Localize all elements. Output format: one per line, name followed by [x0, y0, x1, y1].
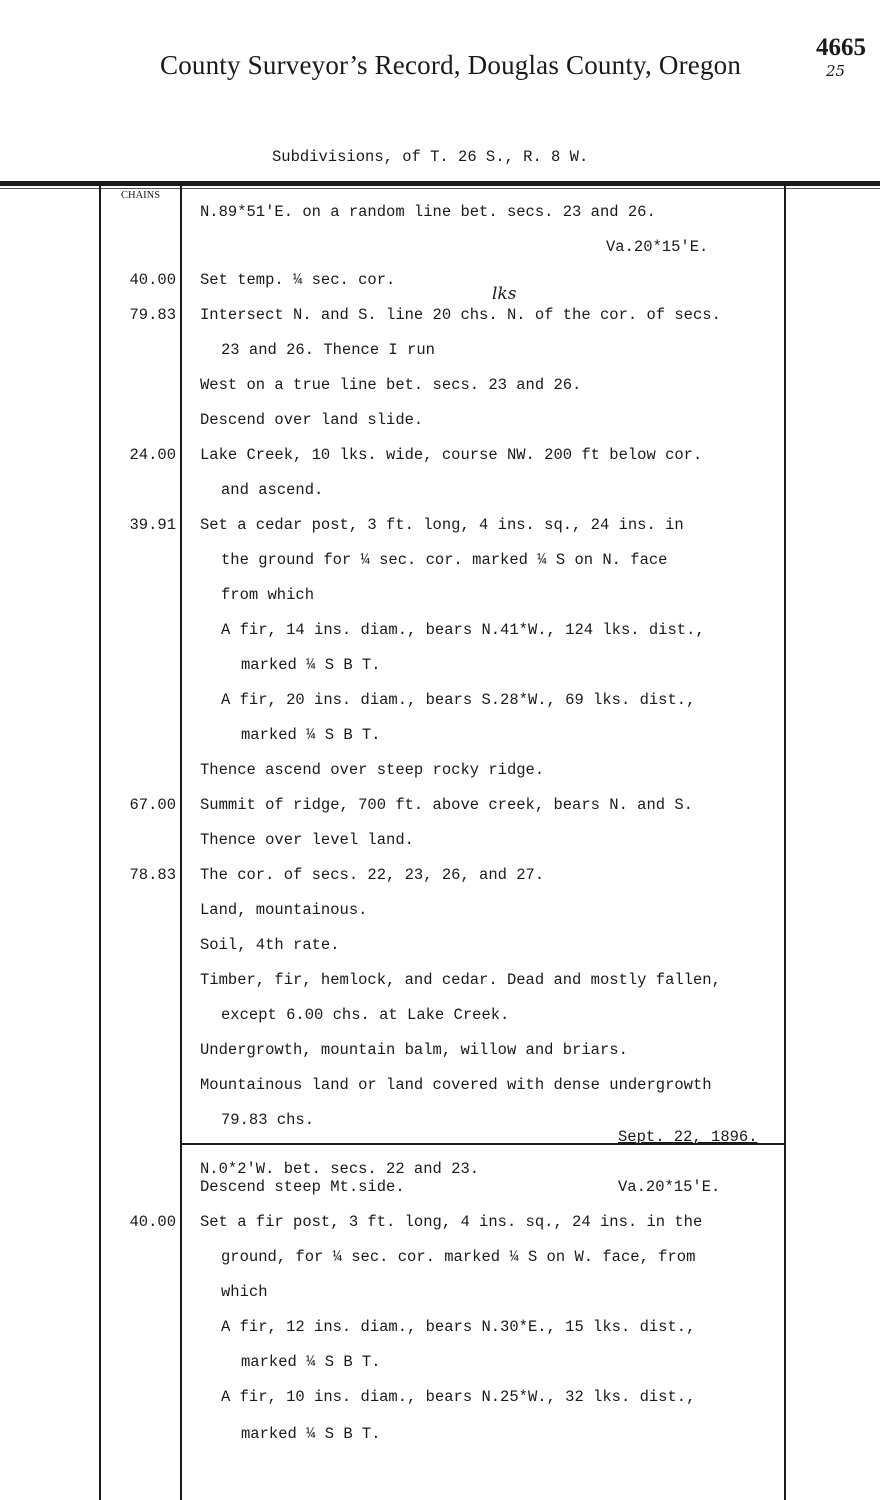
magnetic-variation: Va.20*15'E.: [618, 1178, 721, 1196]
record-line: marked ¼ S B T.: [241, 726, 381, 744]
chain-value: 39.91: [129, 516, 176, 534]
record-line: Soil, 4th rate.: [200, 936, 340, 954]
right-margin-line: [784, 186, 786, 1500]
township-subtitle: Subdivisions, of T. 26 S., R. 8 W.: [272, 148, 589, 166]
page-number: 4665: [816, 34, 866, 61]
record-line: and ascend.: [221, 481, 324, 499]
record-line: 23 and 26. Thence I run: [221, 341, 435, 359]
record-line: Set a cedar post, 3 ft. long, 4 ins. sq., 24 ins. in: [200, 516, 684, 534]
record-line: Undergrowth, mountain balm, willow and briars.: [200, 1041, 628, 1059]
magnetic-variation: Va.20*15'E.: [606, 238, 709, 256]
record-line: marked ¼ S B T.: [241, 656, 381, 674]
record-line: Thence over level land.: [200, 831, 414, 849]
record-line: A fir, 14 ins. diam., bears N.41*W., 124 lks. dist.,: [221, 621, 705, 639]
record-line: marked ¼ S B T.: [241, 1353, 381, 1371]
record-line: Set a fir post, 3 ft. long, 4 ins. sq., 24 ins. in the: [200, 1213, 703, 1231]
record-line: Summit of ridge, 700 ft. above creek, bears N. and S.: [200, 796, 693, 814]
chain-value: 40.00: [129, 271, 176, 289]
chain-value: 79.83: [129, 306, 176, 324]
chain-value: 40.00: [129, 1213, 176, 1231]
record-line: Mountainous land or land covered with dense undergrowth: [200, 1076, 712, 1094]
header-rule: [0, 181, 880, 186]
section-heading: N.0*2'W. bet. secs. 22 and 23.: [200, 1160, 480, 1178]
handwritten-correction: lks: [492, 284, 517, 304]
record-line: A fir, 20 ins. diam., bears S.28*W., 69 lks. dist.,: [221, 691, 696, 709]
record-line: Intersect N. and S. line 20 chs. N. of the cor. of secs.: [200, 306, 721, 324]
chain-value: 78.83: [129, 866, 176, 884]
left-margin-line: [99, 181, 101, 1500]
record-line: Lake Creek, 10 lks. wide, course NW. 200 ft below cor.: [200, 446, 703, 464]
record-line: The cor. of secs. 22, 23, 26, and 27.: [200, 866, 545, 884]
record-line: Descend over land slide.: [200, 411, 424, 429]
chain-value: 24.00: [129, 446, 176, 464]
record-line: Timber, fir, hemlock, and cedar. Dead and mostly fallen,: [200, 971, 721, 989]
record-line: Thence ascend over steep rocky ridge.: [200, 761, 545, 779]
section-heading: N.89*51'E. on a random line bet. secs. 23 and 26.: [200, 203, 656, 221]
record-line: A fir, 10 ins. diam., bears N.25*W., 32 lks. dist.,: [221, 1388, 696, 1406]
record-line: except 6.00 chs. at Lake Creek.: [221, 1006, 510, 1024]
record-title: County Surveyor’s Record, Douglas County, Oregon: [160, 50, 742, 80]
record-line: ground, for ¼ sec. cor. marked ¼ S on W. face, from: [221, 1248, 696, 1266]
record-line: marked ¼ S B T.: [241, 1425, 381, 1443]
record-line: Land, mountainous.: [200, 901, 368, 919]
record-line: 79.83 chs.: [221, 1111, 315, 1129]
record-line: West on a true line bet. secs. 23 and 26.: [200, 376, 582, 394]
record-line: the ground for ¼ sec. cor. marked ¼ S on N. face: [221, 551, 668, 569]
header-rule-thin: [0, 188, 880, 189]
survey-date: Sept. 22, 1896.: [618, 1128, 758, 1146]
handwritten-page-number: 25: [826, 62, 846, 80]
record-line: Set temp. ¼ sec. cor.: [200, 271, 396, 289]
record-line: A fir, 12 ins. diam., bears N.30*E., 15 lks. dist.,: [221, 1318, 696, 1336]
chains-column-divider: [180, 186, 182, 1500]
chain-value: 67.00: [129, 796, 176, 814]
record-line: which: [221, 1283, 268, 1301]
chains-column-header: CHAINS: [121, 190, 161, 201]
section-subheading: Descend steep Mt.side.: [200, 1178, 405, 1196]
record-line: from which: [221, 586, 315, 604]
